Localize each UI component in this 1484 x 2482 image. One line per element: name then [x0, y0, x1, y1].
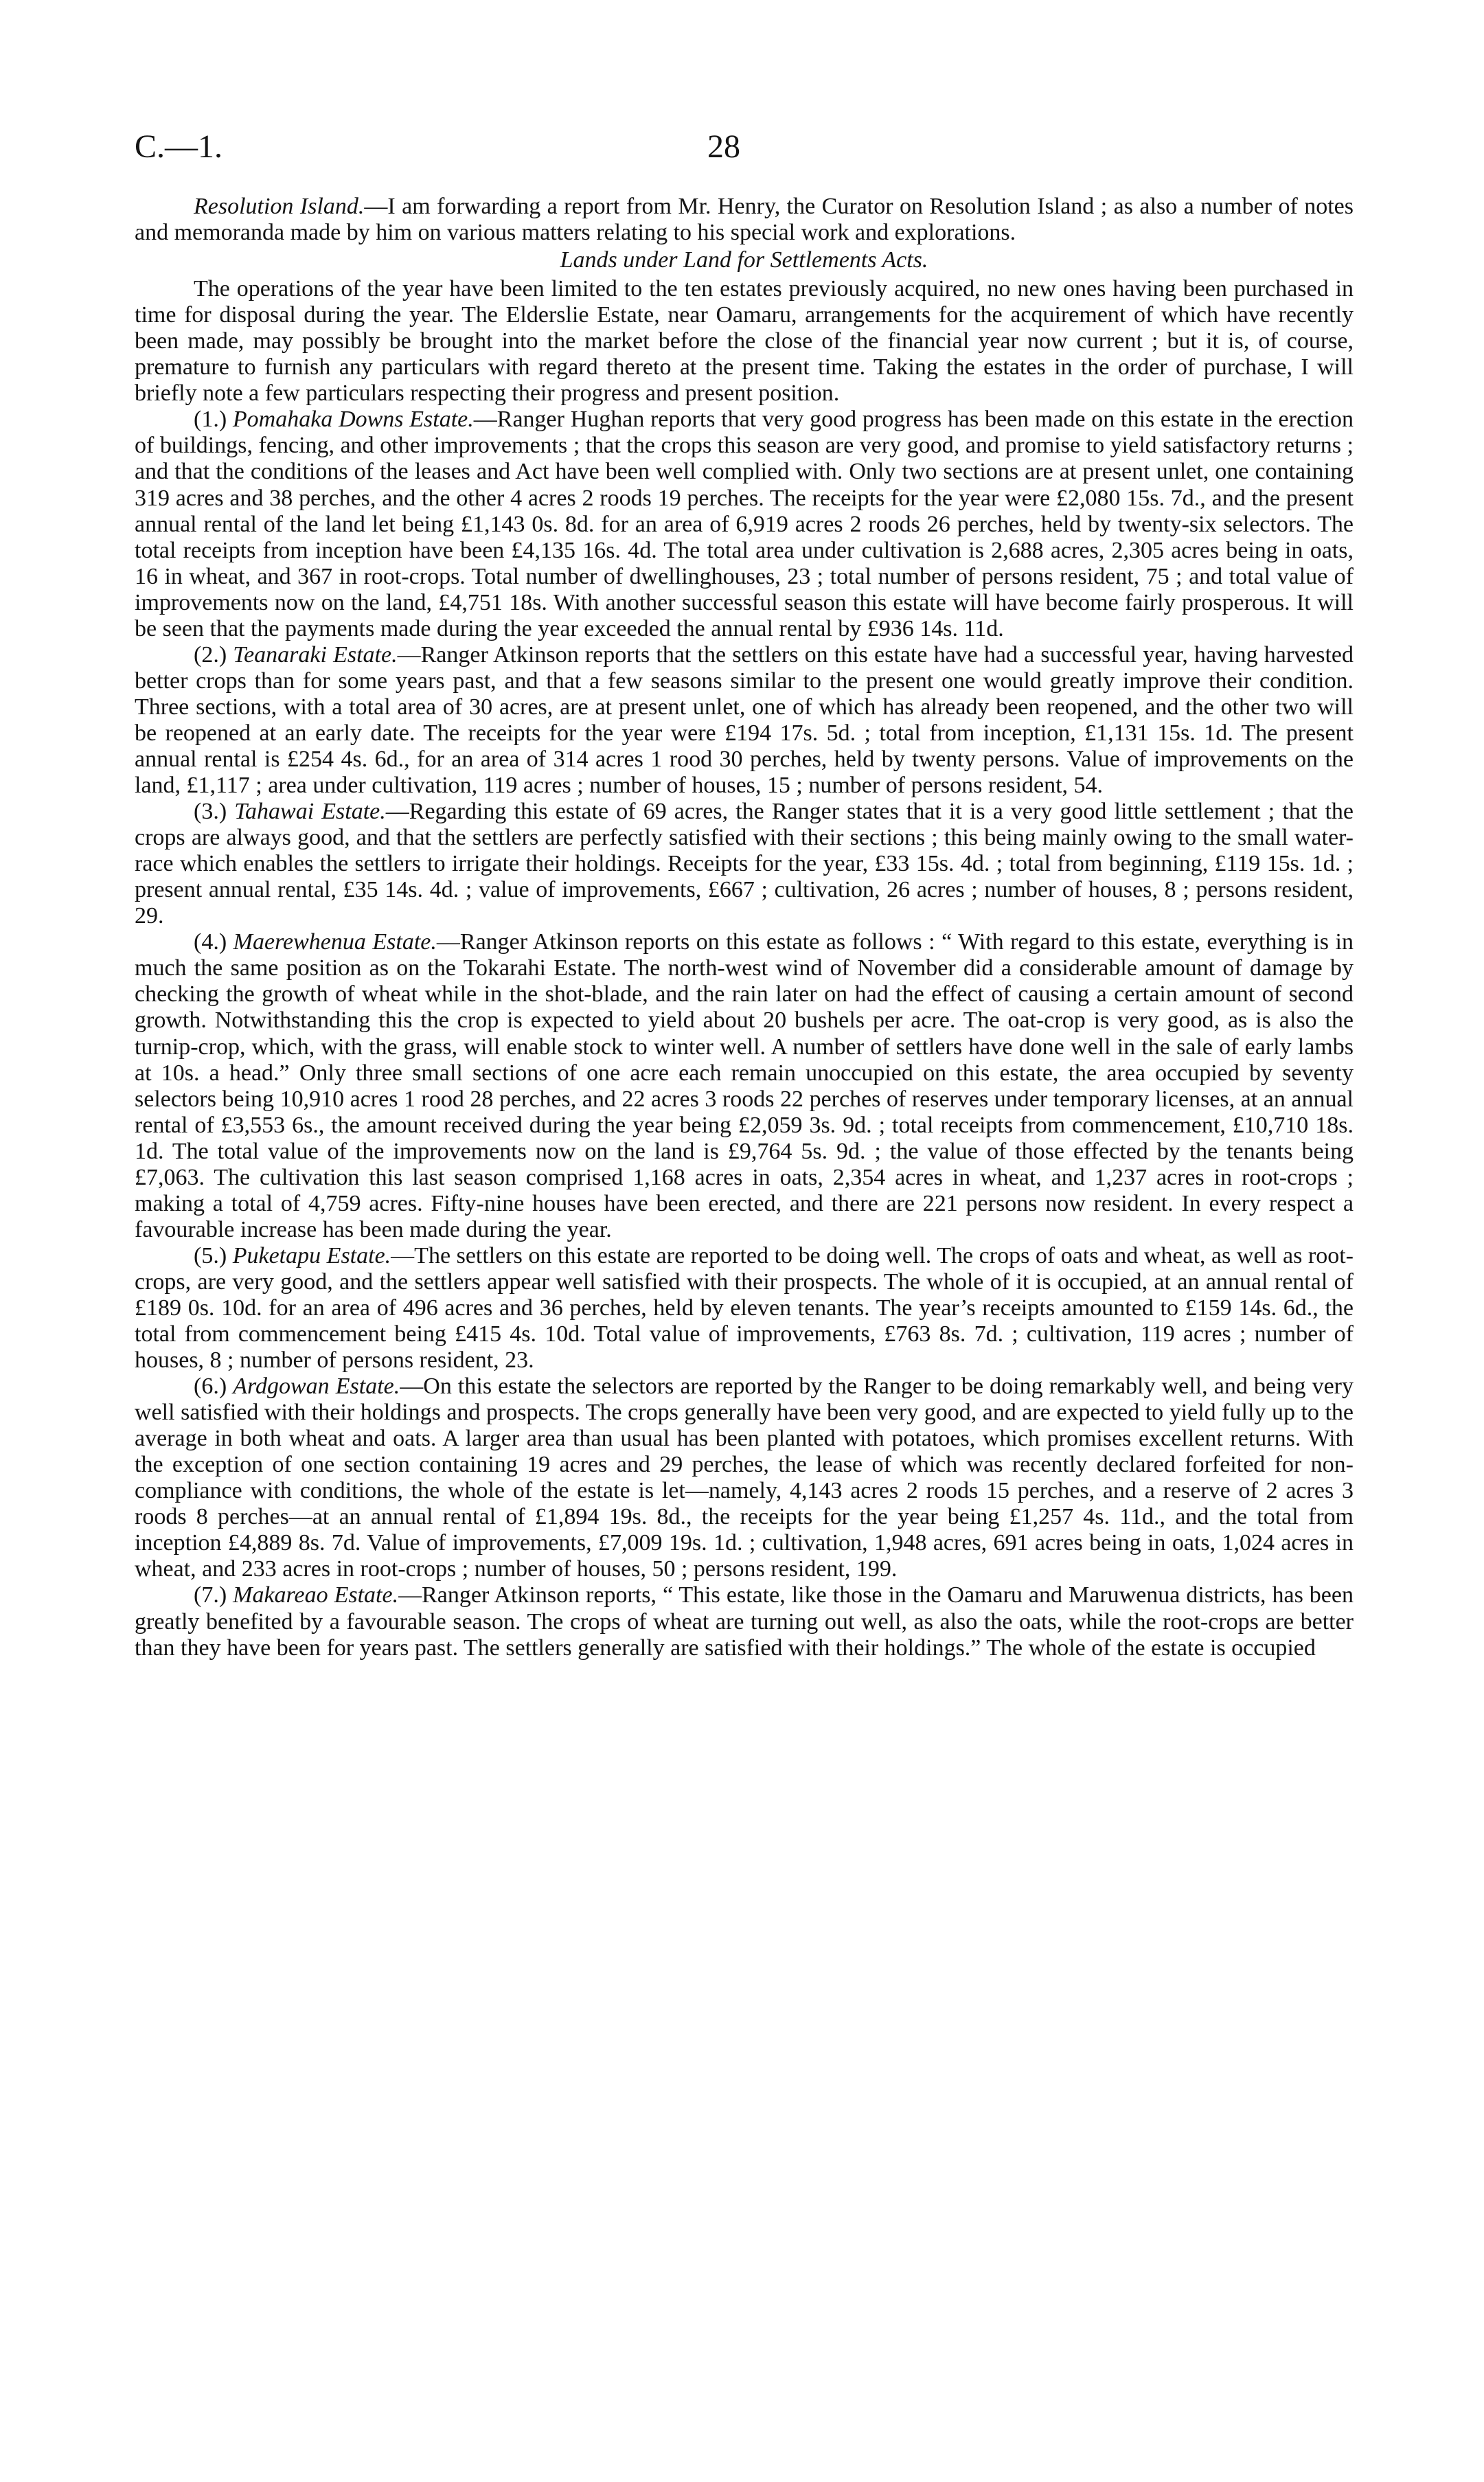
paragraph-resolution-island: [135, 194, 1354, 246]
paragraph-makareao: [135, 1582, 1354, 1661]
paragraph-text: —I am forwarding a report from Mr. Henry, the Curator on Resolution Island ; as also a number of notes and memoranda made by him on various matters relating to his special work and explorations.: [135, 194, 1354, 246]
paragraph-lead: Resolution Island.: [194, 194, 365, 219]
paragraph-lead: Puketapu Estate.: [232, 1242, 391, 1268]
paragraph-number: (2.): [194, 641, 233, 668]
paragraph-lead: Tahawai Estate.: [234, 799, 386, 825]
paragraph-teanaraki: [135, 642, 1354, 799]
section-heading: Lands under Land for Settlements Acts.: [560, 247, 928, 273]
paragraph-ardgowan: [135, 1374, 1354, 1582]
paragraph-maerewhenua: [135, 929, 1354, 1243]
paragraph-lead: Ardgowan Estate.: [233, 1374, 400, 1400]
paragraph-text: —Ranger Atkinson reports, “ This estate, like those in the Oamaru and Maruwenua districts, has been greatly benefited by a favourable season. The crops of wheat are turning out well, as also the oats, while the root-crops are better than they have been for years past. The settlers generally are satisfied with their holdings.” The whole of the estate is occupied: [135, 1582, 1354, 1661]
paragraph-number: (7.): [194, 1582, 233, 1608]
paragraph-puketapu: [135, 1243, 1354, 1374]
paragraph-operations: [135, 276, 1354, 407]
body-text: [135, 194, 1354, 1661]
paragraph-text: The operations of the year have been limited to the ten estates previously acquired, no new ones having been purchased in time for disposal during the year. The Elderslie Estate, near Oamaru, arrangements for the acquirement of which have recently been made, may possibly be brought into the market before the close of the financial year now current ; but it is, of course, premature to furnish any particulars with regard thereto at the present time. Taking the estates in the order of purchase, I will briefly note a few particulars respecting their progress and present position.: [135, 276, 1354, 407]
paragraph-lead: Teanaraki Estate.: [233, 641, 398, 668]
paragraph-text: —On this estate the selectors are reported by the Ranger to be doing remarkably well, and being very well satisfied with their holdings and prospects. The crops generally have been very good, and are expected to yield fully up to the average in both wheat and oats. A larger area than usual has been planted with potatoes, which promises excellent returns. With the exception of one section containing 19 acres and 29 perches, the lease of which was recently declared forfeited for non-compliance with conditions, the whole of the estate is let—namely, 4,143 acres 2 roods 15 perches, and a reserve of 2 acres 3 roods 8 perches—at an annual rental of £1,894 19s. 8d., the receipts for the year being £1,257 4s. 11d., and the total from inception £4,889 8s. 7d. Value of improvements, £7,009 19s. 1d. ; cultivation, 1,948 acres, 691 acres being in oats, 1,024 acres in wheat, and 233 acres in root-crops ; number of houses, 50 ; persons resident, 199.: [135, 1374, 1354, 1582]
paragraph-lead: Makareao Estate.: [233, 1582, 399, 1608]
page-number: 28: [707, 128, 740, 165]
paragraph-text: —Ranger Hughan reports that very good progress has been made on this estate in the erection of buildings, fencing, and other improvements ; that the crops this season are very good, and promise to yield satisfactory returns ; and that the conditions of the leases and Act have been well complied with. Only two sections are at present unlet, one containing 319 acres and 38 perches, and the other 4 acres 2 roods 19 perches. The receipts for the year were £2,080 15s. 7d., and the present annual rental of the land let being £1,143 0s. 8d. for an area of 6,919 acres 2 roods 26 perches, held by twenty-six selectors. The total receipts from inception have been £4,135 16s. 4d. The total area under cultivation is 2,688 acres, 2,305 acres being in oats, 16 in wheat, and 367 in root-crops. Total number of dwellinghouses, 23 ; total number of persons resident, 75 ; and total value of improvements now on the land, £4,751 18s. With another successful season this estate will have become fairly prosperous. It will be seen that the payments made during the year exceeded the annual rental by £936 14s. 11d.: [135, 407, 1354, 641]
paragraph-number: (6.): [194, 1374, 233, 1400]
document-reference: C.—1.: [135, 128, 223, 165]
paragraph-tahawai: [135, 799, 1354, 929]
paragraph-number: (1.): [194, 407, 233, 433]
paragraph-text: —Ranger Atkinson reports on this estate as follows : “ With regard to this estate, everything is in much the same position as on the Tokarahi Estate. The north-west wind of November did a considerable amount of damage by checking the growth of wheat while in the shot-blade, and the rain later on had the effect of causing a certain amount of second growth. Notwithstanding this the crop is expected to yield about 20 bushels per acre. The oat-crop is very good, as is also the turnip-crop, which, with the grass, will enable stock to winter well. A number of settlers have done well in the sale of early lambs at 10s. a head.” Only three small sections of one acre each remain unoccupied on this estate, the area occupied by seventy selectors being 10,910 acres 1 rood 28 perches, and 22 acres 3 roods 22 perches of reserves under temporary licenses, at an annual rental of £3,553 6s., the amount received during the year being £2,059 3s. 9d. ; total receipts from commencement, £10,710 18s. 1d. The total value of the improvements now on the land is £9,764 5s. 9d. ; the value of those effected by the tenants being £7,063. The cultivation this last season comprised 1,168 acres in oats, 2,354 acres in wheat, and 1,237 acres in root-crops ; making a total of 4,759 acres. Fifty-nine houses have been erected, and there are 221 persons now resident. In every respect a favourable increase has been made during the year.: [135, 929, 1354, 1242]
paragraph-lead: Maerewhenua Estate.: [233, 929, 437, 955]
paragraph-text: —Ranger Atkinson reports that the settlers on this estate have had a successful year, having harvested better crops than for some years past, and that a few seasons similar to the present one would greatly improve their condition. Three sections, with a total area of 30 acres, are at present unlet, one of which has already been reopened, and the other two will be reopened at an early date. The receipts for the year were £194 17s. 5d. ; total from inception, £1,131 15s. 1d. The present annual rental is £254 4s. 6d., for an area of 314 acres 1 rood 30 perches, held by twenty persons. Value of improvements on the land, £1,117 ; area under cultivation, 119 acres ; number of houses, 15 ; number of persons resident, 54.: [135, 641, 1354, 799]
paragraph-text: —Regarding this estate of 69 acres, the Ranger states that it is a very good little settlement ; that the crops are always good, and that the settlers are perfectly satisfied with their sections ; this being mainly owing to the small water-race which enables the settlers to irrigate their holdings. Receipts for the year, £33 15s. 4d. ; total from beginning, £119 15s. 1d. ; present annual rental, £35 14s. 4d. ; value of improvements, £667 ; cultivation, 26 acres ; number of houses, 8 ; persons resident, 29.: [135, 799, 1354, 929]
paragraph-pomahaka-downs: [135, 407, 1354, 641]
paragraph-number: (3.): [194, 799, 235, 825]
paragraph-number: (5.): [194, 1242, 233, 1268]
paragraph-lead: Pomahaka Downs Estate.: [232, 407, 474, 433]
paragraph-number: (4.): [194, 929, 233, 955]
paragraph-text: —The settlers on this estate are reported to be doing well. The crops of oats and wheat, as well as root-crops, are very good, and the settlers appear well satisfied with their prospects. The whole of it is occupied, at an annual rental of £189 0s. 10d. for an area of 496 acres and 36 perches, held by eleven tenants. The year’s receipts amounted to £159 14s. 6d., the total from commencement being £415 4s. 10d. Total value of improvements, £763 8s. 7d. ; cultivation, 119 acres ; number of houses, 8 ; number of persons resident, 23.: [135, 1242, 1354, 1374]
